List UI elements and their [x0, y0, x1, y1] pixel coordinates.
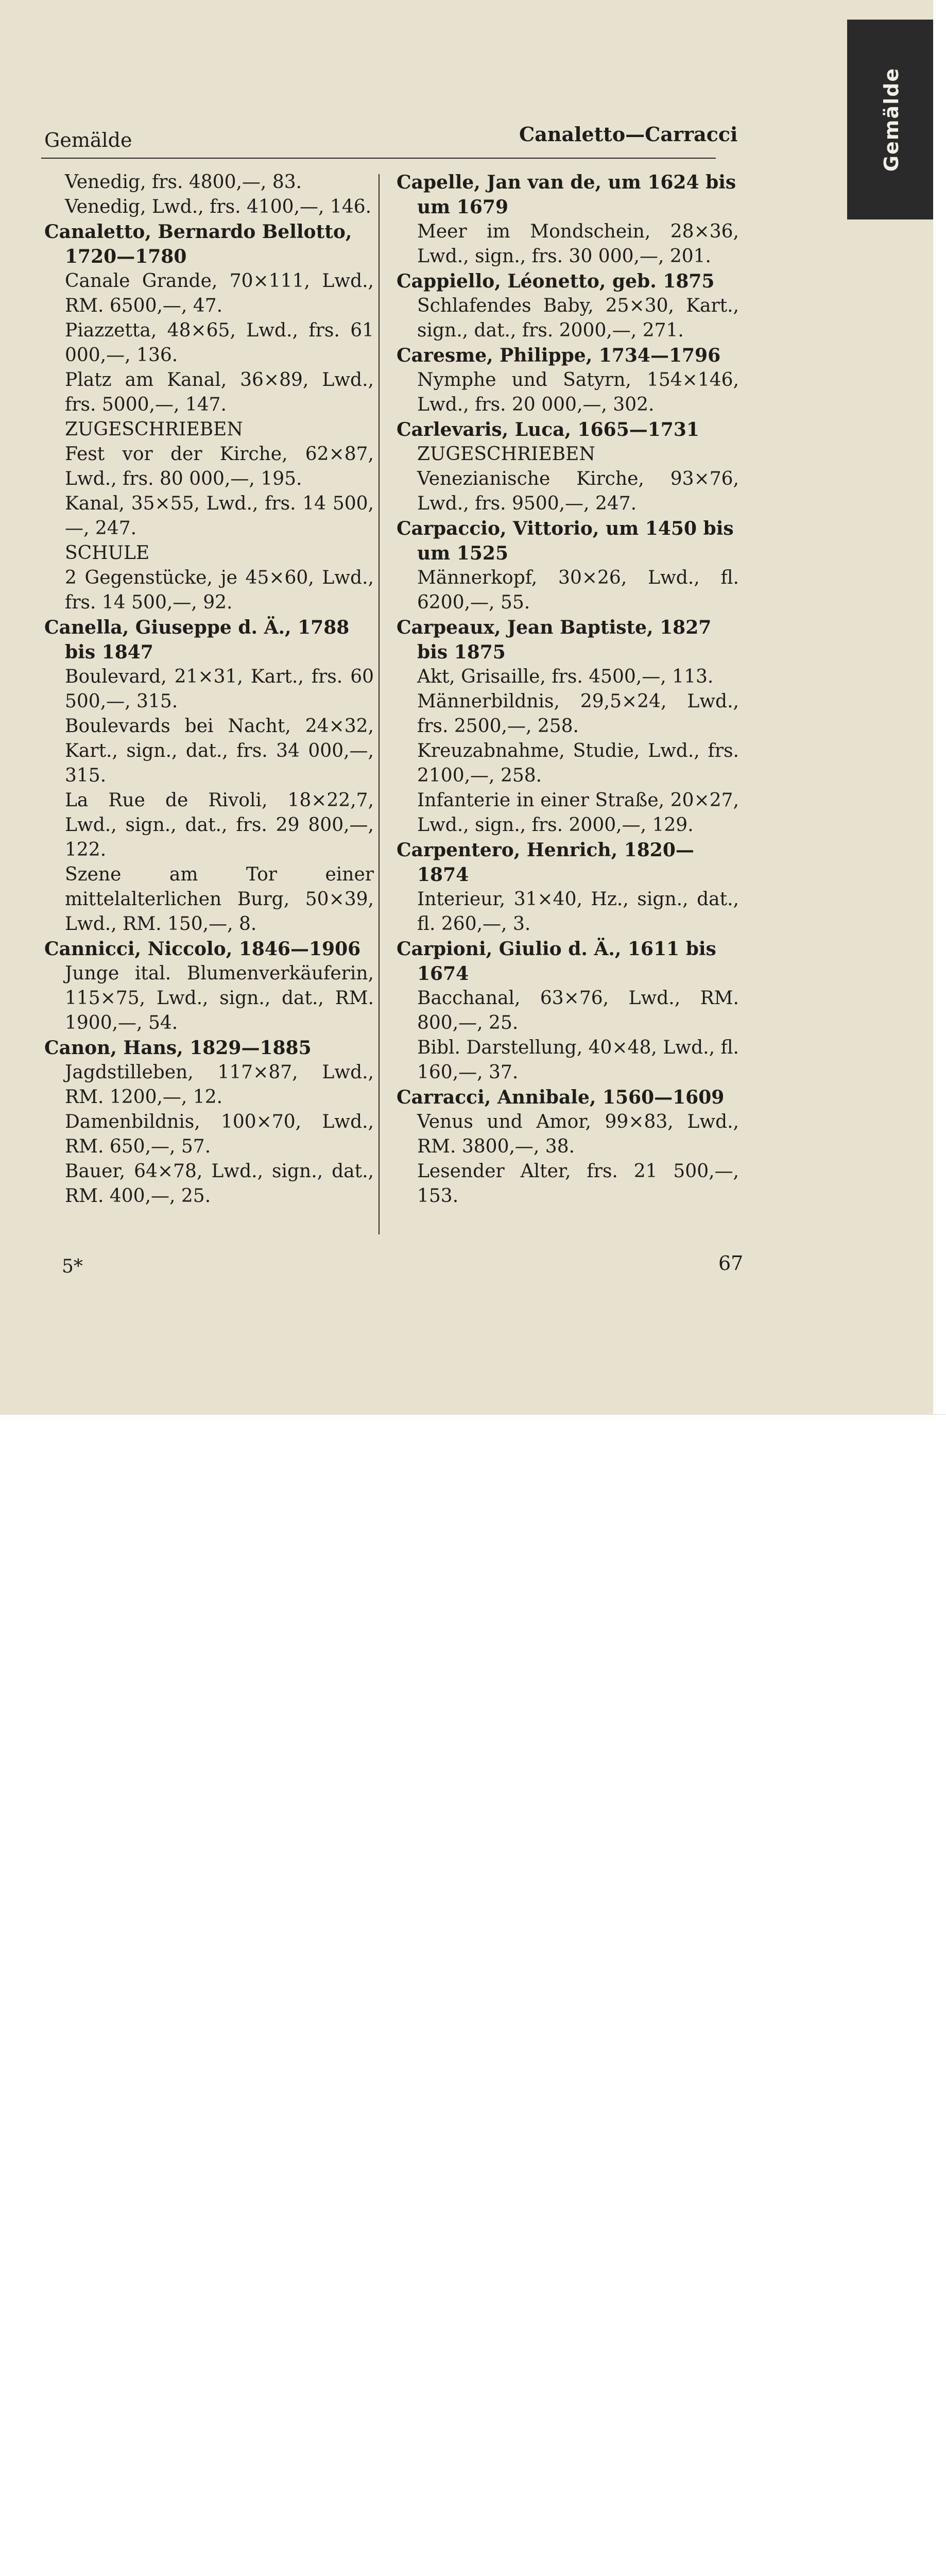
- header-rule: [41, 158, 716, 159]
- artist-heading: Cannicci, Niccolo, 1846—1906: [44, 938, 361, 960]
- lot-entry: Männerbildnis, 29,5×24, Lwd., frs. 2500,—, 258.: [417, 691, 739, 737]
- artist-heading: Carpioni, Giulio d. Ä., 1611 bis 1674: [397, 938, 716, 985]
- lot-entry: Venus und Amor, 99×83, Lwd., RM. 3800,—, 38.: [417, 1111, 739, 1157]
- attribution-label: ZUGESCHRIEBEN: [65, 419, 243, 440]
- lot-entry: Infanterie in einer Straße, 20×27, Lwd., sign., frs. 2000,—, 129.: [417, 790, 739, 836]
- lot-entry: Kanal, 35×55, Lwd., frs. 14 500,—, 247.: [65, 493, 374, 539]
- artist-heading: Canella, Giuseppe d. Ä., 1788 bis 1847: [44, 617, 350, 663]
- artist-heading: Capelle, Jan van de, um 1624 bis um 1679: [397, 172, 736, 218]
- artist-heading: Canon, Hans, 1829—1885: [44, 1037, 312, 1059]
- lot-entry: La Rue de Rivoli, 18×22,7, Lwd., sign., dat., frs. 29 800,—, 122.: [65, 790, 374, 860]
- lot-entry: Junge ital. Blumenverkäuferin, 115×75, Lwd., sign., dat., RM. 1900,—, 54.: [65, 963, 374, 1033]
- lot-entry: Interieur, 31×40, Hz., sign., dat., fl. 260,—, 3.: [417, 889, 739, 935]
- artist-heading: Carpeaux, Jean Baptiste, 1827 bis 1875: [397, 617, 712, 663]
- lot-entry: 2 Gegenstücke, je 45×60, Lwd., frs. 14 500,—, 92.: [65, 567, 374, 613]
- lot-entry: Männerkopf, 30×26, Lwd., fl. 6200,—, 55.: [417, 567, 739, 613]
- running-head-right: Canaletto—Carracci: [519, 123, 738, 146]
- right-column: [397, 170, 739, 1209]
- artist-heading: Carlevaris, Luca, 1665—1731: [397, 419, 699, 440]
- running-head-left: Gemälde: [44, 129, 132, 151]
- lot-entry: Canale Grande, 70×111, Lwd., RM. 6500,—, 47.: [65, 270, 374, 316]
- attribution-label: SCHULE: [65, 543, 150, 564]
- lot-entry: Meer im Mondschein, 28×36, Lwd., sign., frs. 30 000,—, 201.: [417, 221, 739, 267]
- lot-entry: Venezianische Kirche, 93×76, Lwd., frs. 9500,—, 247.: [417, 468, 739, 514]
- lot-entry: Kreuzabnahme, Studie, Lwd., frs. 2100,—, 258.: [417, 740, 739, 786]
- lot-entry: Jagdstilleben, 117×87, Lwd., RM. 1200,—, 12.: [65, 1062, 374, 1108]
- lot-entry: Bauer, 64×78, Lwd., sign., dat., RM. 400,—, 25.: [65, 1161, 374, 1207]
- artist-heading: Canaletto, Bernardo Bellotto, 1720—1780: [44, 221, 352, 267]
- lot-entry: Venedig, frs. 4800,—, 83.: [65, 172, 302, 193]
- lot-entry: Nymphe und Satyrn, 154×146, Lwd., frs. 20 000,—, 302.: [417, 369, 739, 415]
- lot-entry: Boulevards bei Nacht, 24×32, Kart., sign., dat., frs. 34 000,—, 315.: [65, 716, 374, 786]
- lot-entry: Szene am Tor einer mittelalterlichen Burg, 50×39, Lwd., RM. 150,—, 8.: [65, 864, 374, 935]
- thumb-index-label: Gemälde: [880, 67, 903, 172]
- attribution-label: ZUGESCHRIEBEN: [417, 444, 595, 465]
- signature-mark: 5*: [62, 1256, 83, 1277]
- lot-entry: Platz am Kanal, 36×89, Lwd., frs. 5000,—, 147.: [65, 369, 374, 415]
- thumb-index-label-wrap: [847, 20, 933, 219]
- artist-heading: Cappiello, Léonetto, geb. 1875: [397, 270, 715, 292]
- lot-entry: Bacchanal, 63×76, Lwd., RM. 800,—, 25.: [417, 988, 739, 1033]
- left-column: [44, 170, 374, 1209]
- artist-heading: Carpentero, Henrich, 1820—1874: [397, 839, 694, 886]
- artist-heading: Carpaccio, Vittorio, um 1450 bis um 1525: [397, 518, 734, 564]
- viewer-bottom-bar: [0, 1414, 946, 1483]
- column-divider: [379, 174, 380, 1234]
- artist-heading: Carracci, Annibale, 1560—1609: [397, 1087, 725, 1108]
- lot-entry: Akt, Grisaille, frs. 4500,—, 113.: [417, 666, 714, 687]
- lot-entry: Lesender Alter, frs. 21 500,—, 153.: [417, 1161, 739, 1207]
- lot-entry: Schlafendes Baby, 25×30, Kart., sign., dat., frs. 2000,—, 271.: [417, 295, 739, 341]
- lot-entry: Boulevard, 21×31, Kart., frs. 60 500,—, 315.: [65, 666, 374, 712]
- lot-entry: Fest vor der Kirche, 62×87, Lwd., frs. 80 000,—, 195.: [65, 444, 374, 489]
- lot-entry: Bibl. Darstellung, 40×48, Lwd., fl. 160,—, 37.: [417, 1037, 739, 1083]
- lot-entry: Piazzetta, 48×65, Lwd., frs. 61 000,—, 136.: [65, 320, 374, 366]
- page-number: 67: [718, 1252, 744, 1275]
- lot-entry: Venedig, Lwd., frs. 4100,—, 146.: [65, 196, 372, 217]
- lot-entry: Damenbildnis, 100×70, Lwd., RM. 650,—, 57.: [65, 1111, 374, 1157]
- artist-heading: Caresme, Philippe, 1734—1796: [397, 345, 721, 366]
